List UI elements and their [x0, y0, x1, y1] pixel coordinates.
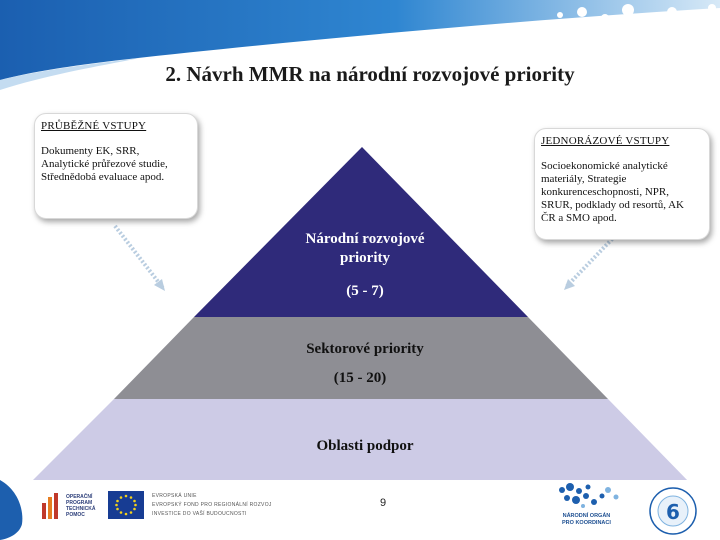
- callout-ongoing-heading: PRŮBĚŽNÉ VSTUPY: [41, 120, 147, 132]
- nro-logo-text: NÁRODNÍ ORGÁN PRO KOORDINACI: [562, 513, 611, 526]
- mmr-seal: [648, 486, 698, 536]
- op-logo-text: OPERAČNÍ PROGRAM TECHNICKÁ POMOC: [66, 494, 96, 518]
- footer-left-accent: [0, 480, 30, 540]
- eu-fund-text: EVROPSKÁ UNIE EVROPSKÝ FOND PRO REGIONÁLNÍ ROZVOJ INVESTICE DO VAŠÍ BUDOUCNOSTI: [152, 493, 272, 517]
- arrow-left: [115, 226, 163, 288]
- eu-flag-icon: [108, 491, 144, 519]
- nro-logo-dots: [558, 482, 628, 512]
- callout-onetime-heading: JEDNORÁZOVÉ VSTUPY: [541, 135, 670, 147]
- callout-onetime-body: Socioekonomické analytické materiály, Strategie konkurenceschopnosti, NPR, SRUR, podklady od resortů, AK ČR a SMO apod.: [541, 160, 684, 224]
- op-logo: [40, 491, 64, 521]
- callout-ongoing-inputs: [34, 113, 198, 219]
- pyramid-top-label: Národní rozvojové priority: [305, 231, 425, 266]
- pyramid-top-range: (5 - 7): [346, 283, 384, 299]
- pyramid-middle-label: Sektorové priority: [306, 341, 424, 357]
- arrow-right: [567, 236, 615, 286]
- page-number: 9: [380, 497, 387, 509]
- page-title: 2. Návrh MMR na národní rozvojové priority: [165, 62, 575, 86]
- pyramid-bottom-label: Oblasti podpor: [316, 438, 414, 454]
- callout-ongoing-body: Dokumenty EK, SRR, Analytické průřezové studie, Střednědobá evaluace apod.: [41, 145, 168, 183]
- svg-text:6: 6: [666, 500, 680, 524]
- callout-onetime-inputs: [534, 128, 710, 240]
- pyramid-middle-range: (15 - 20): [333, 370, 387, 386]
